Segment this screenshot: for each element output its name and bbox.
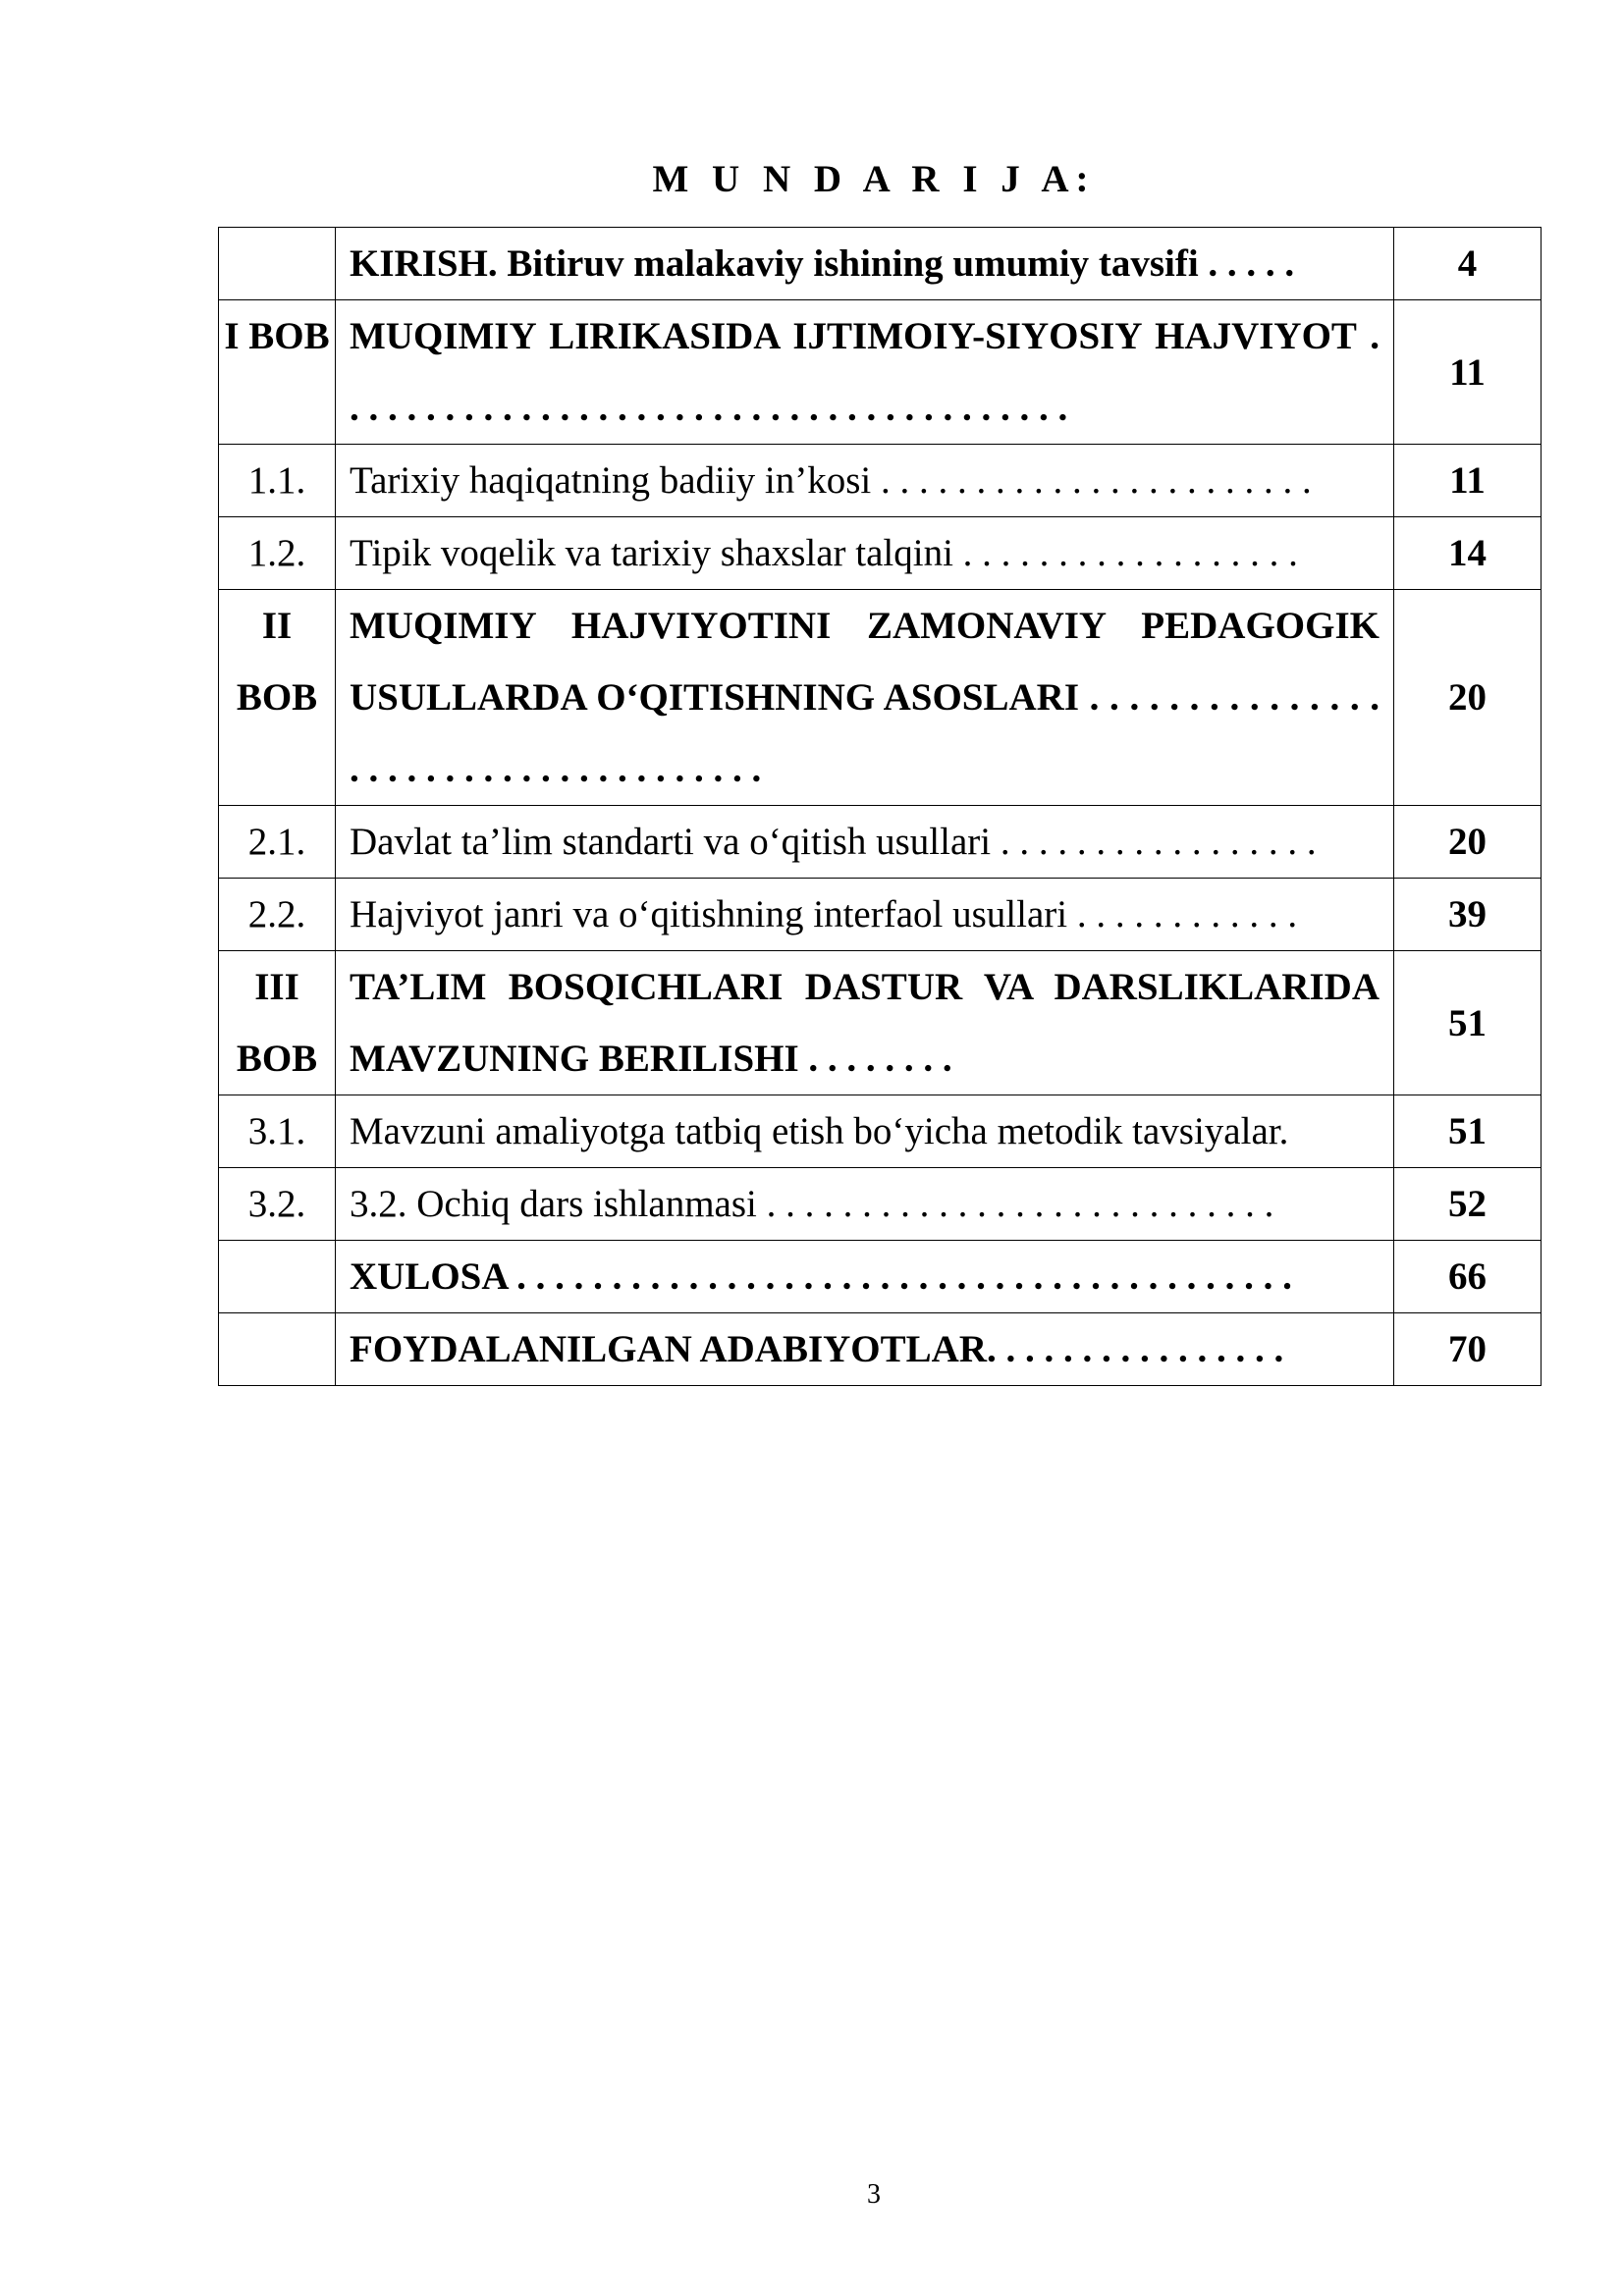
toc-entry-title[interactable]: XULOSA . . . . . . . . . . . . . . . . . . . . . . . . . . . . . . . . . . . . . . . . .: [336, 1241, 1394, 1313]
toc-section-number: 2.1.: [219, 806, 336, 879]
toc-entry-title[interactable]: MUQIMIY HAJVIYOTINI ZAMONAVIY PEDAGOGIK USULLARDA O‘QITISHNING ASOSLARI . . . . . . . . . . . . . . . . . . . . . . . . . . . . . . . . . . . . .: [336, 590, 1394, 806]
toc-section-number: 2.2.: [219, 879, 336, 951]
toc-row-chapter-3: [219, 951, 1542, 1095]
toc-section-number: 3.2.: [219, 1168, 336, 1241]
toc-entry-title[interactable]: TA’LIM BOSQICHLARI DASTUR VA DARSLIKLARIDA MAVZUNING BERILISHI . . . . . . . .: [336, 951, 1394, 1095]
toc-entry-title[interactable]: Davlat ta’lim standarti va o‘qitish usullari . . . . . . . . . . . . . . . . .: [336, 806, 1394, 879]
toc-entry-title[interactable]: KIRISH. Bitiruv malakaviy ishining umumiy tavsifi . . . . .: [336, 228, 1394, 300]
toc-row-introduction: [219, 228, 1542, 300]
toc-section-number: [219, 1313, 336, 1386]
toc-entry-title[interactable]: Mavzuni amaliyotga tatbiq etish bo‘yicha metodik tavsiyalar.: [336, 1095, 1394, 1168]
page-title: M U N D A R I J A:: [652, 158, 1096, 200]
toc-entry-title[interactable]: MUQIMIY LIRIKASIDA IJTIMOIY-SIYOSIY HAJVIYOT . . . . . . . . . . . . . . . . . . . . . . . . . . . . . . . . . . . . . . .: [336, 300, 1394, 445]
toc-row-section-2-2: [219, 879, 1542, 951]
toc-page-number: 20: [1394, 590, 1542, 806]
toc-section-number: [219, 228, 336, 300]
toc-entry-title[interactable]: FOYDALANILGAN ADABIYOTLAR. . . . . . . . . . . . . . . .: [336, 1313, 1394, 1386]
toc-page-number: 4: [1394, 228, 1542, 300]
toc-page-number: 66: [1394, 1241, 1542, 1313]
toc-entry-title[interactable]: Tarixiy haqiqatning badiiy in’kosi . . . . . . . . . . . . . . . . . . . . . . .: [336, 445, 1394, 517]
toc-section-number: 1.2.: [219, 517, 336, 590]
toc-row-section-1-1: [219, 445, 1542, 517]
toc-section-number: III BOB: [219, 951, 336, 1095]
toc-page-number: 51: [1394, 951, 1542, 1095]
table-of-contents: [218, 227, 1542, 1386]
toc-row-conclusion: [219, 1241, 1542, 1313]
toc-row-chapter-1: [219, 300, 1542, 445]
toc-page-number: 11: [1394, 445, 1542, 517]
toc-page-number: 14: [1394, 517, 1542, 590]
toc-section-number: [219, 1241, 336, 1313]
toc-entry-title[interactable]: 3.2. Ochiq dars ishlanmasi . . . . . . . . . . . . . . . . . . . . . . . . . . .: [336, 1168, 1394, 1241]
toc-section-number: II BOB: [219, 590, 336, 806]
toc-row-section-3-2: [219, 1168, 1542, 1241]
toc-row-section-2-1: [219, 806, 1542, 879]
toc-row-section-1-2: [219, 517, 1542, 590]
toc-row-chapter-2: [219, 590, 1542, 806]
toc-entry-title[interactable]: Tipik voqelik va tarixiy shaxslar talqini . . . . . . . . . . . . . . . . . .: [336, 517, 1394, 590]
toc-page-number: 20: [1394, 806, 1542, 879]
toc-entry-title[interactable]: Hajviyot janri va o‘qitishning interfaol usullari . . . . . . . . . . . .: [336, 879, 1394, 951]
toc-page-number: 52: [1394, 1168, 1542, 1241]
toc-page-number: 39: [1394, 879, 1542, 951]
toc-page-number: 51: [1394, 1095, 1542, 1168]
page-number: 3: [867, 2179, 881, 2210]
toc-page-number: 11: [1394, 300, 1542, 445]
toc-section-number: I BOB: [219, 300, 336, 445]
toc-page-number: 70: [1394, 1313, 1542, 1386]
toc-section-number: 1.1.: [219, 445, 336, 517]
toc-row-section-3-1: [219, 1095, 1542, 1168]
toc-row-references: [219, 1313, 1542, 1386]
toc-section-number: 3.1.: [219, 1095, 336, 1168]
